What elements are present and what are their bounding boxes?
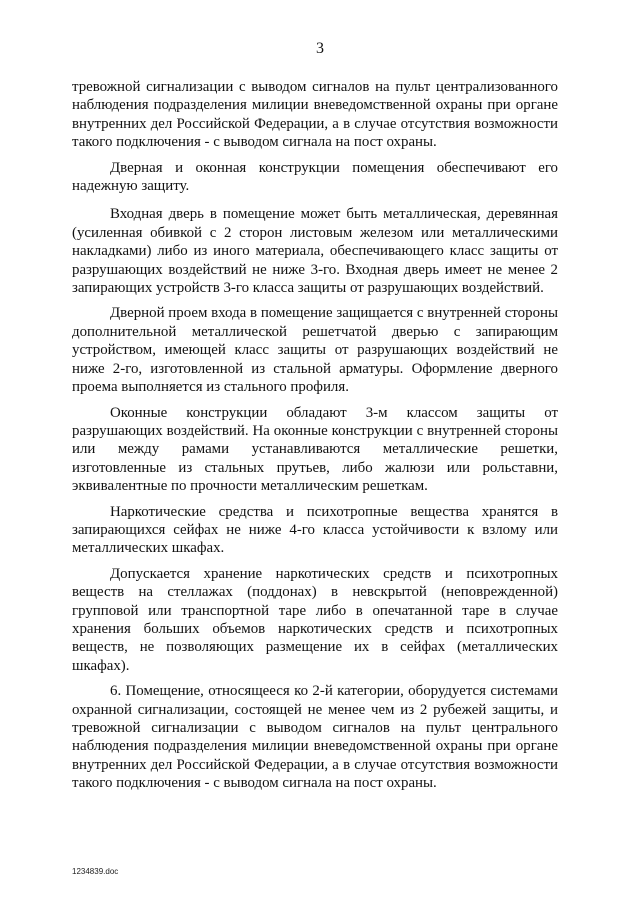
paragraph-alarm-continuation: тревожной сигнализации с выводом сигналов на пульт централизованного наблюдения подразделения милиции вневедомственной охраны при органе внутренних дел Российской Федерации, а в случае отсутствия возможности такого подключения - с выводом сигнала на пост охраны. bbox=[72, 79, 558, 151]
paragraph-window-constructions: Оконные конструкции обладают 3-м классом защиты от разрушающих воздействий. На оконные конструкции с внутренней стороны или между рамами устанавливаются металлические решетки, изготовленные из стальных прутьев, либо жалюзи или рольставни, эквивалентные по прочности металлическим решеткам. bbox=[72, 404, 558, 495]
file-name-footer: 1234839.doc bbox=[72, 867, 119, 876]
paragraph-entrance-door: Входная дверь в помещение может быть металлическая, деревянная (усиленная обивкой с 2 сторон листовым железом или металлическими накладками) либо из иного материала, обеспечивающего класс защиты от разрушающих воздействий не ниже 3-го. Входная дверь имеет не менее 2 запирающих устройств 3-го класса защиты от разрушающих воздействий. bbox=[72, 206, 558, 297]
document-body bbox=[72, 78, 558, 800]
paragraph-shelf-storage: Допускается хранение наркотических средств и психотропных веществ на стеллажах (поддонах) в невскрытой (неповрежденной) групповой или транспортной таре либо в опечатанной таре в случае хранения больших объемов наркотических средств и психотропных веществ, не позволяющих размещение их в сейфах (металлических шкафах). bbox=[72, 565, 558, 674]
paragraph-category-2-room: 6. Помещение, относящееся ко 2-й категории, оборудуется системами охранной сигнализации, состоящей не менее чем из 2 рубежей защиты, и тревожной сигнализации с выводом сигналов на пульт центрального наблюдения подразделения милиции вневедомственной охраны при органе внутренних дел Российской Федерации, а в случае отсутствия возможности такого подключения - с выводом сигнала на пост охраны. bbox=[72, 683, 558, 792]
paragraph-safe-storage: Наркотические средства и психотропные вещества хранятся в запирающихся сейфах не ниже 4-го класса устойчивости к взлому или металлических шкафах. bbox=[72, 503, 558, 557]
paragraph-doorway-grating: Дверной проем входа в помещение защищается с внутренней стороны дополнительной металлической решетчатой дверью с запирающим устройством, имеющей класс защиты от разрушающих воздействий не ниже 2-го, изготовленной из стальной арматуры. Оформление дверного проема выполняется из стального профиля. bbox=[72, 305, 558, 396]
page-number: 3 bbox=[316, 40, 324, 57]
paragraph-door-window-protection: Дверная и оконная конструкции помещения обеспечивают его надежную защиту. bbox=[72, 159, 558, 195]
